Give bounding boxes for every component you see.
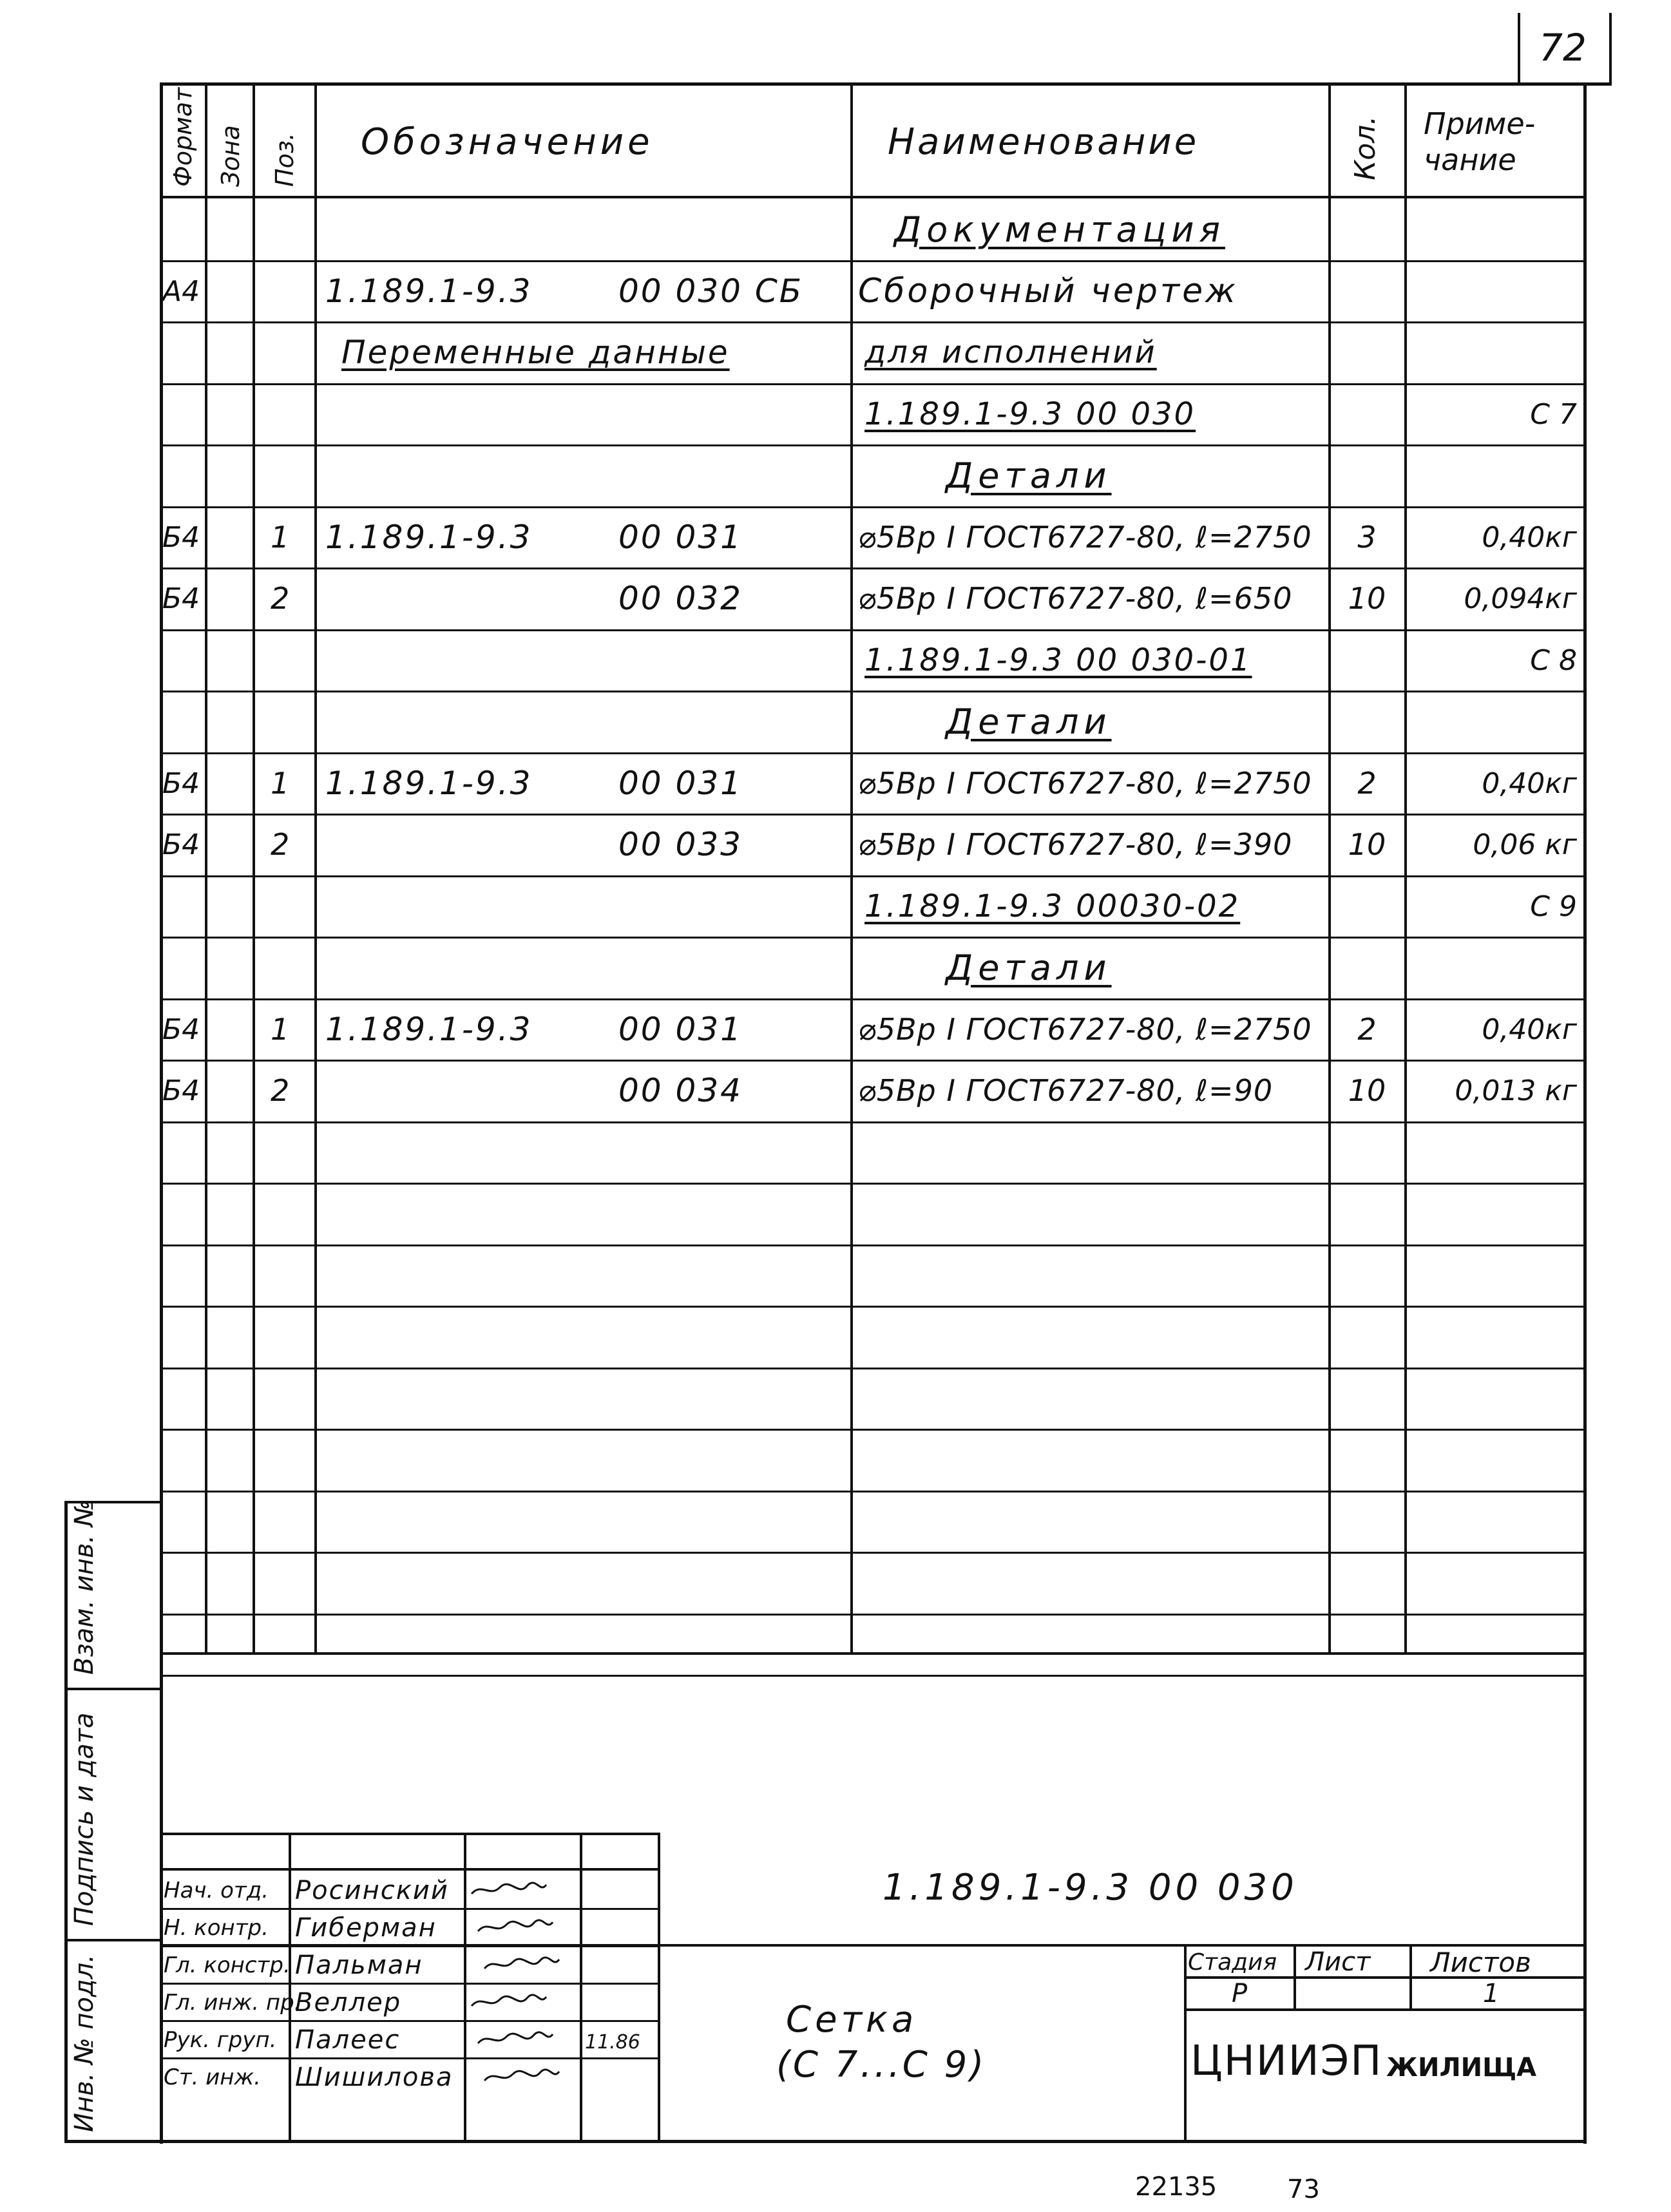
row-qty: 10	[1348, 827, 1386, 862]
row-separator	[160, 1183, 1587, 1185]
row-qty: 3	[1357, 520, 1377, 555]
row-qty	[1331, 383, 1403, 445]
row-format: Б4	[162, 1013, 200, 1046]
tb-person-name: Гиберман	[295, 1913, 437, 1943]
row-name: 1.189.1-9.3 00 030	[864, 396, 1196, 432]
tb-stage-left	[1184, 1944, 1187, 2140]
row-pos	[271, 383, 309, 445]
row-note: 0,40кг	[1482, 1013, 1577, 1046]
tb-stage-col-2	[1409, 1944, 1412, 2011]
row-designation-2: 00 031	[618, 1011, 743, 1048]
sheets-value: 1	[1483, 1979, 1500, 2008]
row-format: Б4	[162, 828, 200, 861]
row-note	[1408, 691, 1582, 752]
row-name: 1.189.1-9.3 00030-02	[864, 888, 1241, 924]
row-pos: 1	[271, 766, 290, 801]
header-pos: Поз.	[271, 132, 299, 187]
row-name: Детали	[946, 701, 1112, 742]
row-pos	[271, 321, 309, 383]
row-name: Детали	[946, 455, 1112, 496]
row-designation-2: 00 032	[618, 580, 743, 617]
row-format	[162, 937, 205, 998]
tb-person-name: Веллер	[295, 1988, 402, 2017]
row-note: С 9	[1530, 890, 1577, 923]
row-designation: 1.189.1-9.3	[325, 765, 533, 802]
row-pos	[271, 937, 309, 998]
row-qty: 10	[1348, 1073, 1386, 1108]
row-pos: 1	[271, 1012, 290, 1047]
title-line-2: (С 7...С 9)	[776, 2043, 987, 2086]
row-format	[162, 383, 205, 445]
row-format: Б4	[162, 1074, 200, 1107]
row-name: ⌀5Вр I ГОСТ6727-80, ℓ=650	[858, 581, 1293, 616]
row-designation: Переменные данные	[341, 334, 730, 371]
org-logo: ЦНИИЭП	[1190, 2037, 1383, 2085]
org-name: ЖИЛИЩА	[1386, 2053, 1537, 2083]
row-designation-2: 00 031	[618, 765, 743, 802]
sheet-label: Лист	[1305, 1947, 1371, 1977]
row-pos: 1	[271, 520, 290, 555]
row-pos	[271, 875, 309, 937]
row-separator	[160, 1429, 1587, 1431]
row-note	[1408, 937, 1582, 998]
side-label-inv-orig: Инв. № подл.	[70, 1954, 99, 2132]
row-note: 0,06 кг	[1473, 828, 1577, 861]
row-pos	[271, 260, 309, 322]
header-zone: Зона	[216, 125, 245, 187]
sheet-number: 72	[1539, 26, 1587, 70]
tb-top-line	[160, 1652, 1587, 1655]
header-note: Приме-чание	[1424, 106, 1536, 177]
row-pos: 2	[271, 581, 290, 616]
side-label-replace-inv: Взам. инв. №	[70, 1500, 99, 1675]
header-format: Формат	[169, 87, 197, 187]
row-name: ⌀5Вр I ГОСТ6727-80, ℓ=390	[858, 827, 1293, 862]
tb-stage-under-values	[1184, 2008, 1587, 2011]
row-name: ⌀5Вр I ГОСТ6727-80, ℓ=2750	[858, 520, 1312, 555]
tb-role: Ст. инж.	[164, 2064, 261, 2090]
sheet-number-border-left	[1518, 13, 1520, 85]
row-qty	[1331, 875, 1403, 937]
row-format	[162, 629, 205, 691]
row-name: Документация	[894, 209, 1225, 250]
row-designation-2: 00 034	[618, 1072, 743, 1109]
header-qty: Кол.	[1349, 115, 1382, 180]
signature-scribble	[470, 1993, 548, 2011]
row-format: Б4	[162, 520, 200, 554]
side-box-left	[64, 1501, 68, 2143]
row-note: 0,094кг	[1464, 582, 1577, 615]
signature-scribble	[470, 1881, 548, 1899]
row-format: А4	[162, 274, 200, 308]
tb-role: Н. контр.	[164, 1915, 269, 1941]
tb-role: Нач. отд.	[164, 1878, 269, 1903]
frame-top	[160, 82, 1612, 86]
stage-label: Стадия	[1188, 1949, 1277, 1976]
tb-person-name: Шишилова	[295, 2063, 454, 2092]
col-line-6	[1404, 82, 1407, 1654]
row-name: для исполнений	[864, 334, 1157, 370]
frame-right	[1583, 82, 1587, 2144]
tb-line-a	[160, 1833, 658, 1835]
row-note	[1408, 260, 1582, 322]
row-format: Б4	[162, 582, 200, 615]
signature-scribble	[470, 2068, 573, 2086]
col-line-3	[314, 82, 317, 1654]
sheets-label: Листов	[1430, 1946, 1531, 1978]
row-separator	[160, 1368, 1587, 1369]
doc-code: 1.189.1-9.3 00 030	[883, 1866, 1298, 1909]
sign-date: 11.86	[585, 2030, 640, 2054]
row-note: 0,40кг	[1482, 767, 1577, 800]
tb-person-name: Росинский	[295, 1876, 449, 1905]
row-designation: 1.189.1-9.3	[325, 272, 533, 310]
row-note: С 7	[1530, 397, 1577, 431]
signature-scribble	[470, 1918, 560, 1936]
col-line-1	[205, 82, 207, 1654]
row-note: 0,013 кг	[1455, 1074, 1577, 1107]
row-designation: 1.189.1-9.3	[325, 1011, 533, 1048]
row-name: ⌀5Вр I ГОСТ6727-80, ℓ=2750	[858, 766, 1312, 801]
row-designation-2: 00 031	[618, 519, 743, 556]
row-pos	[271, 629, 309, 691]
signature-scribble	[470, 1956, 573, 1974]
side-label-sign-date: Подпись и дата	[70, 1712, 99, 1926]
row-name: ⌀5Вр I ГОСТ6727-80, ℓ=2750	[858, 1012, 1312, 1047]
tb-left-block-right	[658, 1833, 660, 2142]
row-format	[162, 875, 205, 937]
row-name: Сборочный чертеж	[858, 272, 1238, 310]
col-line-2	[253, 82, 255, 1654]
row-qty	[1331, 321, 1403, 383]
row-note: С 8	[1530, 644, 1577, 677]
row-note	[1408, 444, 1582, 506]
tb-role: Гл. констр.	[164, 1952, 291, 1978]
row-qty: 2	[1357, 766, 1377, 801]
row-designation-2: 00 030 СБ	[618, 272, 804, 310]
tb-line-b	[160, 1868, 658, 1871]
row-pos	[271, 691, 309, 752]
row-name: ⌀5Вр I ГОСТ6727-80, ℓ=90	[858, 1073, 1274, 1108]
row-pos	[271, 444, 309, 506]
row-separator	[160, 1244, 1587, 1246]
archive-number: 22135	[1135, 2172, 1217, 2202]
row-format	[162, 691, 205, 752]
tb-person-name: Пальман	[295, 1950, 423, 1980]
row-name: Детали	[946, 947, 1112, 988]
title-line-1: Сетка	[786, 1998, 918, 2041]
tb-person-name: Палеес	[295, 2025, 401, 2055]
tb-role: Рук. груп.	[164, 2027, 277, 2053]
row-qty	[1331, 691, 1403, 752]
row-separator	[160, 1614, 1587, 1616]
col-line-4	[850, 82, 853, 1654]
page-number: 73	[1287, 2175, 1320, 2204]
tb-role: Гл. инж. пр.	[164, 1990, 301, 2016]
row-separator	[160, 1552, 1587, 1554]
side-box-divider-2	[64, 1939, 163, 1941]
sheet-number-border-right	[1609, 13, 1612, 85]
row-separator	[160, 1491, 1587, 1492]
row-qty	[1331, 444, 1403, 506]
signature-scribble	[470, 2030, 560, 2048]
row-pos	[271, 198, 309, 260]
row-pos: 2	[271, 1073, 290, 1108]
frame-bottom	[64, 2140, 1587, 2143]
tb-col-name-right	[464, 1833, 466, 2142]
row-qty	[1331, 260, 1403, 322]
row-note	[1408, 198, 1582, 260]
row-format	[162, 444, 205, 506]
tb-col-sign-right	[580, 1833, 582, 2142]
row-pos: 2	[271, 827, 290, 862]
row-designation-2: 00 033	[618, 826, 743, 863]
row-format	[162, 321, 205, 383]
row-format: Б4	[162, 767, 200, 800]
row-qty	[1331, 198, 1403, 260]
row-qty	[1331, 937, 1403, 998]
side-box-divider-1	[64, 1688, 163, 1690]
header-designation: Обозначение	[361, 120, 654, 163]
row-designation: 1.189.1-9.3	[325, 519, 533, 556]
stage-value: Р	[1232, 1979, 1248, 2008]
row-name: 1.189.1-9.3 00 030-01	[864, 642, 1252, 678]
row-separator	[160, 1121, 1587, 1123]
row-qty	[1331, 629, 1403, 691]
row-separator	[160, 1306, 1587, 1308]
row-note: 0,40кг	[1482, 520, 1577, 554]
row-qty: 10	[1348, 581, 1386, 616]
tb-stage-col-1	[1294, 1944, 1296, 2011]
row-note	[1408, 321, 1582, 383]
row-format	[162, 198, 205, 260]
row-qty: 2	[1357, 1012, 1377, 1047]
row-separator	[160, 1675, 1587, 1677]
header-name: Наименование	[888, 120, 1199, 163]
